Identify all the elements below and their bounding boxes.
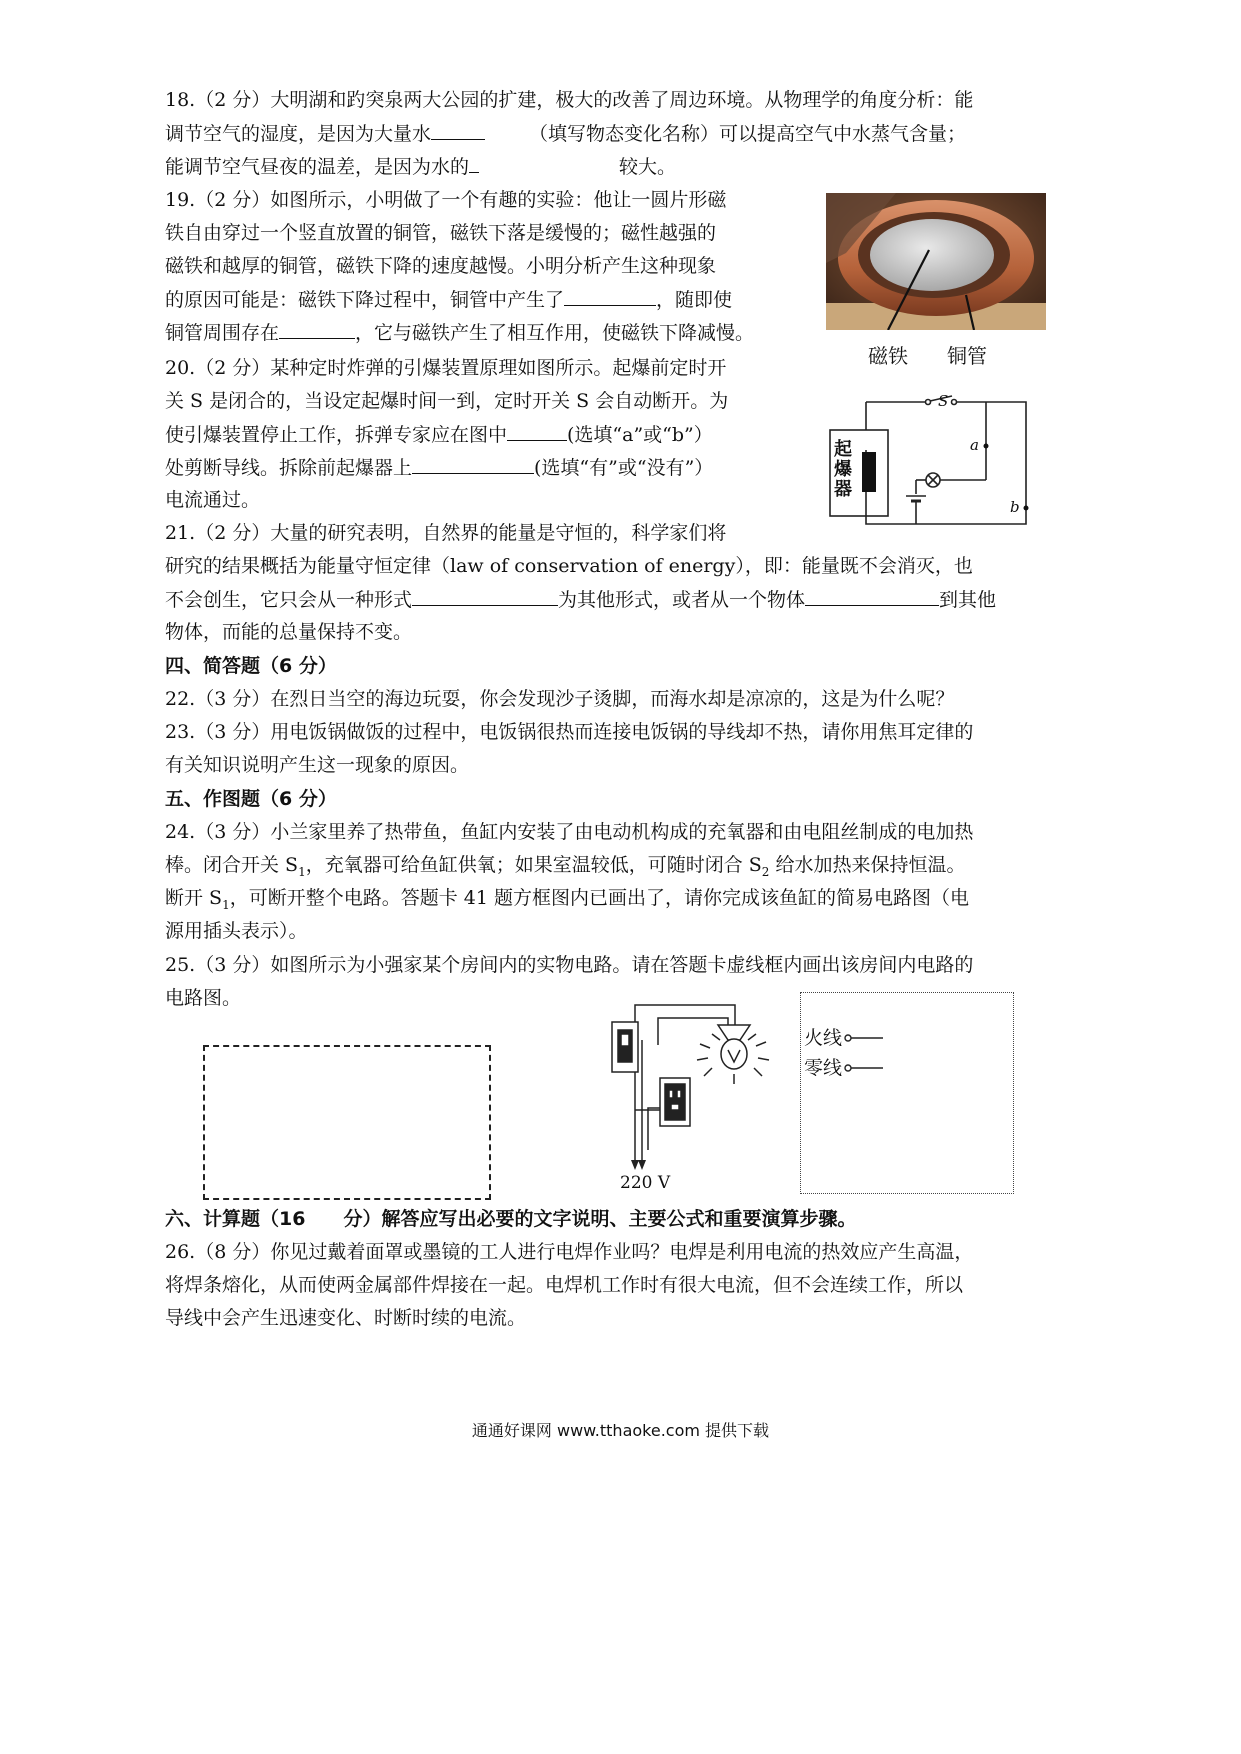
q18-text-d: 较大。 [619,156,677,178]
q23-line2: 有关知识说明产生这一现象的原因。 [165,754,470,776]
q20-line1: 20.（2 分）某种定时炸弹的引爆装置原理如图所示。起爆前定时开 [165,357,727,379]
q20-text-a: 使引爆装置停止工作，拆弹专家应在图中 [165,424,508,446]
q20-text-c: 处剪断导线。拆除前起爆器上 [165,457,413,479]
q24-text-c: 给水加热来保持恒温。 [769,854,966,876]
q19-text-d: ，它与磁铁产生了相互作用，使磁铁下降减慢。 [355,322,755,344]
section-5-title: 五、作图题（6 分） [165,788,337,810]
detonator-circuit [826,390,1041,540]
q25-line1: 25.（3 分）如图所示为小强家某个房间内的实物电路。请在答题卡虚线框内画出该房间内电路的 [165,954,974,976]
q19-text-a: 的原因可能是：磁铁下降过程中，铜管中产生了 [165,289,565,311]
q18-text-c: 能调节空气昼夜的温差，是因为水的 [165,156,470,178]
q24-line1: 24.（3 分）小兰家里养了热带鱼，鱼缸内安装了由电动机构成的充氧器和由电阻丝制成的电加热 [165,821,974,843]
q19-text-b: ，随即使 [656,289,733,311]
q21-line1: 21.（2 分）大量的研究表明，自然界的能量是守恒的，科学家们将 [165,522,727,544]
answer-blank[interactable] [412,451,534,474]
q21-line3 [165,583,996,617]
q21-line4: 物体，而能的总量保持不变。 [165,621,413,643]
q18-line3 [165,150,676,184]
section-4-title: 四、简答题（6 分） [165,655,337,677]
q19-text-c: 铜管周围存在 [165,322,280,344]
neutral-wire-label: 零线 [804,1057,843,1079]
q24-text-b: ，充氧器可给鱼缸供氧；如果室温较低，可随时闭合 S [305,854,762,876]
page-footer: 通通好课网 www.tthaoke.com 提供下载 [471,1421,770,1440]
q21-text-c: 到其他 [939,589,997,611]
subscript: 1 [222,897,230,912]
tube-label: 铜管 [947,344,987,368]
q21-line2: 研究的结果概括为能量守恒定律（law of conservation of energy），即：能量既不会消灭，也 [165,555,973,577]
q18-text-b: （填写物态变化名称）可以提高空气中水蒸气含量； [529,123,967,145]
answer-blank[interactable] [279,316,355,339]
switch-s-label: S [938,392,949,410]
subscript: 1 [298,864,306,879]
answer-blank[interactable] [412,583,558,606]
q24-line3 [165,882,969,915]
q24-text-a: 棒。闭合开关 S [165,854,299,876]
q21-text-a: 不会创生，它只会从一种形式 [165,589,413,611]
q21-text-b: 为其他形式，或者从一个物体 [558,589,806,611]
section-6-title: 六、计算题（16 分）解答应写出必要的文字说明、主要公式和重要演算步骤。 [165,1208,857,1230]
q24-text-d: 断开 S [165,887,223,909]
subscript: 2 [761,864,770,879]
answer-blank[interactable] [805,583,939,606]
q20-line2: 关 S 是闭合的，当设定起爆时间一到，定时开关 S 会自动断开。为 [165,390,729,412]
q20-line3 [165,418,713,452]
answer-blank[interactable] [469,150,479,173]
live-wire-label: 火线 [804,1027,843,1049]
magnet-label: 磁铁 [868,344,908,368]
q18-line1: 18.（2 分）大明湖和趵突泉两大公园的扩建，极大的改善了周边环境。从物理学的角度分析：能 [165,89,974,111]
detonator-label: 起爆器 [834,439,852,500]
q25-line2: 电路图。 [165,987,242,1009]
q24-line2 [165,849,965,882]
answer-dashed-box[interactable] [203,1045,491,1200]
point-a-label: a [970,436,979,454]
wire-terminals [843,1028,893,1078]
q19-line2: 铁自由穿过一个竖直放置的铜管，磁铁下落是缓慢的；磁性越强的 [165,222,717,244]
q19-line3: 磁铁和越厚的铜管，磁铁下降的速度越慢。小明分析产生这种现象 [165,255,717,277]
q19-line5 [165,316,754,350]
q19-line1: 19.（2 分）如图所示，小明做了一个有趣的实验：他让一圆片形磁 [165,189,727,211]
q18-line2 [165,117,966,151]
answer-blank[interactable] [507,418,567,441]
q26-line3: 导线中会产生迅速变化、时断时续的电流。 [165,1307,527,1329]
q22-line1: 22.（3 分）在烈日当空的海边玩耍，你会发现沙子烫脚，而海水却是凉凉的，这是为什么呢？ [165,688,955,710]
q18-text-a: 调节空气的湿度，是因为大量水 [165,123,432,145]
q20-line5: 电流通过。 [165,489,261,511]
answer-blank[interactable] [564,283,656,306]
q19-line4 [165,283,732,317]
q20-text-d: (选填“有”或“没有”） [534,457,714,479]
q20-text-b: (选填“a”或“b”） [567,424,713,446]
answer-blank[interactable] [431,117,485,140]
q26-line1: 26.（8 分）你见过戴着面罩或墨镜的工人进行电焊作业吗？电焊是利用电流的热效应产生高温， [165,1241,974,1263]
q24-line4: 源用插头表示）。 [165,920,308,942]
copper-tube-photo [826,193,1046,330]
q26-line2: 将焊条熔化，从而使两金属部件焊接在一起。电焊机工作时有很大电流，但不会连续工作，所以 [165,1274,964,1296]
q20-line4 [165,451,713,485]
room-circuit-picture [600,1000,780,1200]
q24-text-e: ，可断开整个电路。答题卡 41 题方框图内已画出了，请你完成该鱼缸的简易电路图（电 [229,887,969,909]
point-b-label: b [1010,498,1020,516]
voltage-label: 220 V [620,1173,671,1193]
q23-line1: 23.（3 分）用电饭锅做饭的过程中，电饭锅很热而连接电饭锅的导线却不热，请你用焦耳定律的 [165,721,974,743]
